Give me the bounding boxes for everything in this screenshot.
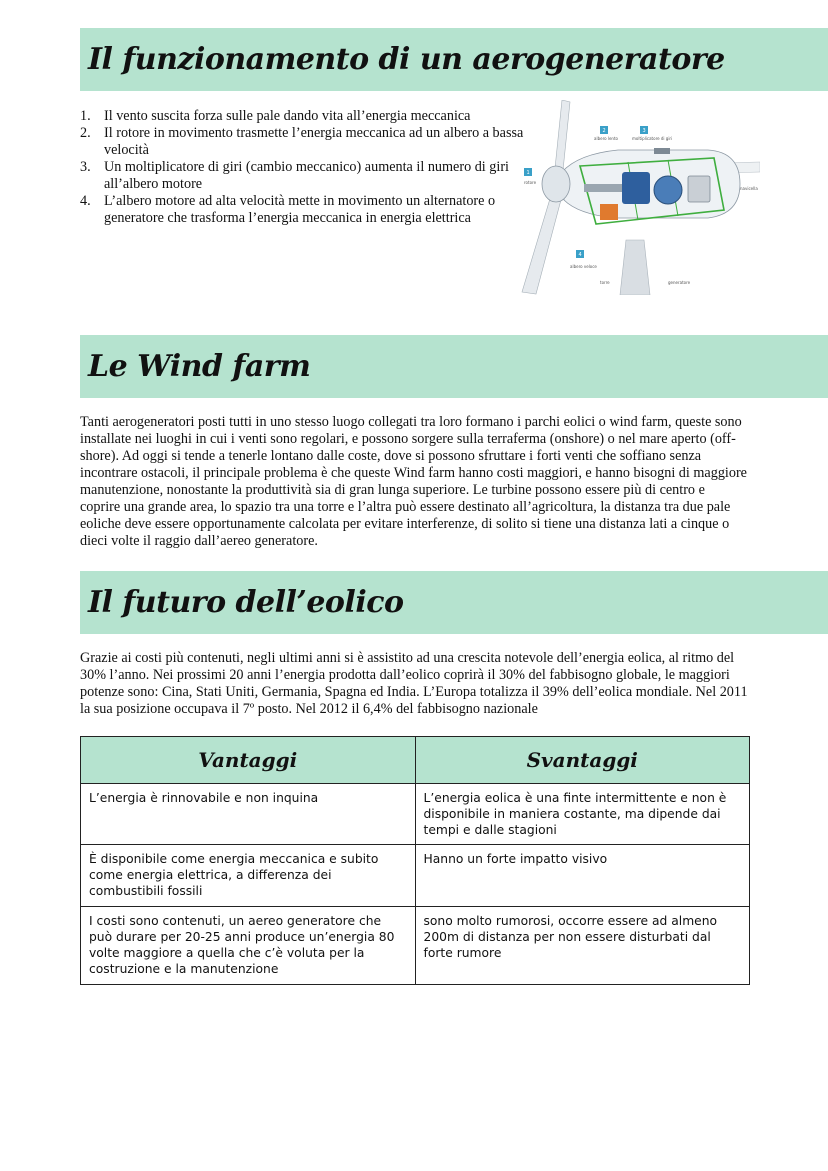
table-row <box>81 845 750 907</box>
list-item: 1. Il vento suscita forza sulle pale dando vita all’energia meccanica <box>80 108 471 124</box>
table-row <box>81 784 750 845</box>
table-row <box>81 907 750 985</box>
brake-disc <box>654 176 682 204</box>
hub-shape <box>542 166 570 202</box>
badge-1: 1 <box>526 170 530 176</box>
section-header-funzionamento <box>80 28 828 91</box>
transformer-shape <box>600 204 618 220</box>
label-rotore: rotore <box>524 180 537 185</box>
table-cell: Hanno un forte impatto visivo <box>415 845 750 907</box>
label-generatore: generatore <box>668 280 691 285</box>
badge-4: 4 <box>578 252 582 258</box>
section-title: Le Wind farm <box>88 348 311 384</box>
gearbox <box>622 172 650 204</box>
wind-farm-paragraph: Tanti aerogeneratori posti tutti in uno stesso luogo collegati tra loro formano i parchi eolici o wind farm, queste sono installate nei luoghi in cui i venti sono regolari, e possono sorgere sulla terraferma (onshore) o nel mare aperto (off-shore). Ad oggi si tende a tenerle lontano dalle coste, dove si possono sfruttare i forti venti che soffiano senza incontrare ostacoli, il principale problema è che queste Wind farm hanno costi maggiori, e hanno bisogni di maggiore manutenzione, nonostante la produttività sia di gran lunga superiore. Le turbine possono essere più di centro e coprire una grande area, lo spazio tra una torre e l’altra può essere destinato all’agricoltura, la distanza tra due pale eoliche deve essere opportunamente calcolata per evitare interferenze, di solito si tiene una distanza lati a cinque o dieci volte il raggio dall’aereo generatore. <box>80 414 747 549</box>
wind-turbine-diagram <box>518 100 760 295</box>
section-header-futuro <box>80 571 828 634</box>
section-title: Il futuro dell’eolico <box>88 584 404 620</box>
generator-shape <box>688 176 710 202</box>
pros-cons-table <box>80 736 750 985</box>
list-item: 4. L’albero motore ad alta velocità mette in movimento un alternatore o generatore che trasforma l’energia meccanica in energia elettrica <box>80 193 496 226</box>
label-albero-veloce: albero veloce <box>570 264 597 269</box>
table-cell: sono molto rumorosi, occorre essere ad almeno 200m di distanza per non essere disturbati dal forte rumore <box>415 907 750 985</box>
futuro-paragraph: Grazie ai costi più contenuti, negli ultimi anni si è assistito ad una crescita notevole dell’energia eolica, al ritmo del 30% l’anno. Nei prossimi 20 anni l’energia prodotta dall’eolico coprirà il 30% del fabbisogno globale, le maggiori potenze sono: Cina, Stati Uniti, Germania, Spagna ed India. L’Europa totalizza il 39% dell’eolica mondiale. Nel 2011 la sua posizione occupava il 7º posto. Nel 2012 il 6,4% del fabbisogno nazionale <box>80 650 748 717</box>
section-title: Il funzionamento di un aerogeneratore <box>88 41 725 77</box>
badge-2: 2 <box>602 128 606 134</box>
tower-shape <box>620 240 650 295</box>
table-cell: L’energia è rinnovabile e non inquina <box>81 784 416 845</box>
list-item: 2. Il rotore in movimento trasmette l’energia meccanica ad un albero a bassa velocità <box>80 125 524 158</box>
header-svantaggi: Svantaggi <box>415 737 750 784</box>
section-header-wind-farm <box>80 335 828 398</box>
badge-3: 3 <box>642 128 646 134</box>
steps-list <box>80 108 530 227</box>
label-albero-lento: albero lento <box>594 136 618 141</box>
label-moltiplicatore: moltiplicatore di giri <box>632 136 673 141</box>
table-cell: I costi sono contenuti, un aereo generatore che può durare per 20-25 anni produce un’energia 80 volte maggiore a quella che c’è voluta per la costruzione e la manutenzione <box>81 907 416 985</box>
label-navicella: navicella <box>740 186 758 191</box>
table-cell: L’energia eolica è una finte intermittente e non è disponibile in maniera costante, ma dipende dai tempi e dalle stagioni <box>415 784 750 845</box>
table-cell: È disponibile come energia meccanica e subito come energia elettrica, a differenza dei combustibili fossili <box>81 845 416 907</box>
list-item: 3. Un moltiplicatore di giri (cambio meccanico) aumenta il numero di giri all’albero motore <box>80 159 510 192</box>
label-torre: torre <box>600 280 610 285</box>
header-vantaggi: Vantaggi <box>81 737 416 784</box>
blade-bottom <box>522 192 562 294</box>
